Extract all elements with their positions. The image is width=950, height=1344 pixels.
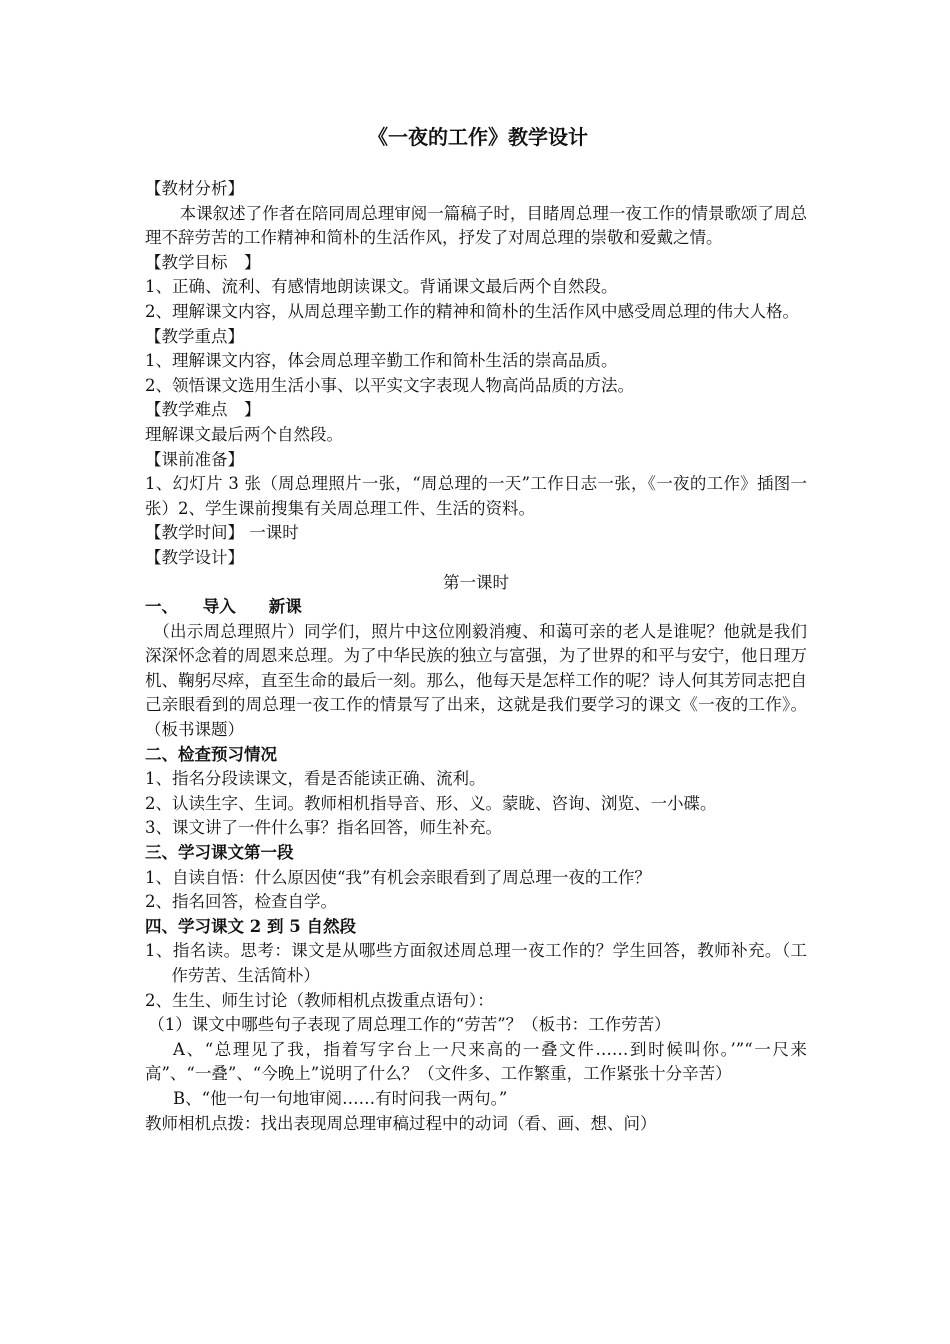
step-heading-1: 一、 导入 新课	[145, 597, 302, 617]
preview-item-3: 3、课文讲了一件什么事？指名回答，师生补充。	[145, 818, 502, 838]
section-heading-key-points: 【教学重点】	[145, 326, 244, 346]
study-item-2: 2、指名回答，检查自学。	[145, 892, 337, 912]
section-heading-teaching-goals: 【教学目标 】	[145, 252, 261, 272]
preview-item-2: 2、认读生字、生词。教师相机指导音、形、义。蒙眬、咨询、浏览、一小碟。	[145, 793, 717, 813]
section-heading-design: 【教学设计】	[145, 547, 244, 567]
difficulty-text: 理解课文最后两个自然段。	[145, 424, 343, 444]
paragraph-textbook-analysis: 本课叙述了作者在陪同周总理审阅一篇稿子时，目睹周总理一夜工作的情景歌颂了周总理不辞劳苦的工作精神和简朴的生活作风，抒发了对周总理的崇敬和爱戴之情。	[145, 203, 807, 248]
goal-item-2: 2、理解课文内容，从周总理辛勤工作的精神和简朴的生活作风中感受周总理的伟大人格。	[145, 301, 799, 321]
document-title: 《一夜的工作》教学设计	[368, 125, 588, 149]
section-heading-preparation: 【课前准备】	[145, 449, 244, 469]
study-item-1: 1、自读自悟：什么原因使“我”有机会亲眼看到了周总理一夜的工作？	[145, 867, 651, 887]
lesson-heading: 第一课时	[443, 572, 509, 592]
step-heading-3: 三、学习课文第一段	[145, 843, 294, 863]
goal-item-1: 1、正确、流利、有感情地朗读课文。背诵课文最后两个自然段。	[145, 277, 618, 297]
step-heading-4: 四、学习课文 2 到 5 自然段	[145, 916, 356, 936]
section-heading-difficulties: 【教学难点 】	[145, 400, 261, 420]
teaching-time: 【教学时间】 一课时	[145, 523, 299, 543]
quote-a: A、“总理见了我，指着写字台上一尺来高的一叠文件……到时候叫你。’”“一尺来高”、“一叠”、“今晚上”说明了什么？（文件多、工作繁重，工作紧张十分辛苦）	[145, 1039, 807, 1084]
discussion-item-1: 1、指名读。思考：课文是从哪些方面叙述周总理一夜工作的？学生回答，教师补充。（工作劳苦、生活简朴）	[145, 941, 807, 985]
key-point-2: 2、领悟课文选用生活小事、以平实文字表现人物高尚品质的方法。	[145, 375, 634, 395]
teacher-tip: 教师相机点拨：找出表现周总理审稿过程中的动词（看、画、想、问）	[145, 1113, 657, 1133]
section-heading-textbook-analysis: 【教材分析】	[145, 179, 244, 198]
intro-paragraph: （出示周总理照片）同学们，照片中这位刚毅消瘦、和蔼可亲的老人是谁呢？他就是我们深深怀念着的周恩来总理。为了中华民族的独立与富强，为了世界的和平与安宁，他日理万机、鞠躬尽瘁，直至生命的最后一刻。那么，他每天是怎样工作的呢？诗人何其芳同志把自己亲眼看到的周总理一夜工作的情景写了出来，这就是我们要学习的课文《一夜的工作》。（板书课题）	[145, 621, 807, 740]
discussion-item-2: 2、生生、师生讨论（教师相机点拨重点语句）：	[145, 990, 494, 1010]
step-heading-2: 二、检查预习情况	[145, 744, 277, 764]
key-point-1: 1、理解课文内容，体会周总理辛勤工作和简朴生活的崇高品质。	[145, 351, 618, 371]
preparation-text: 1、幻灯片 3 张（周总理照片一张，“周总理的一天”工作日志一张，《一夜的工作》插图一张）2、学生课前搜集有关周总理工件、生活的资料。	[145, 474, 807, 518]
preview-item-1: 1、指名分段读课文，看是否能读正确、流利。	[145, 769, 486, 789]
question-1: （1）课文中哪些句子表现了周总理工作的“劳苦”？（板书：工作劳苦）	[148, 1015, 671, 1035]
document-body	[145, 124, 807, 1136]
quote-b: B、“他一句一句地审阅……有时问我一两句。”	[173, 1088, 508, 1108]
